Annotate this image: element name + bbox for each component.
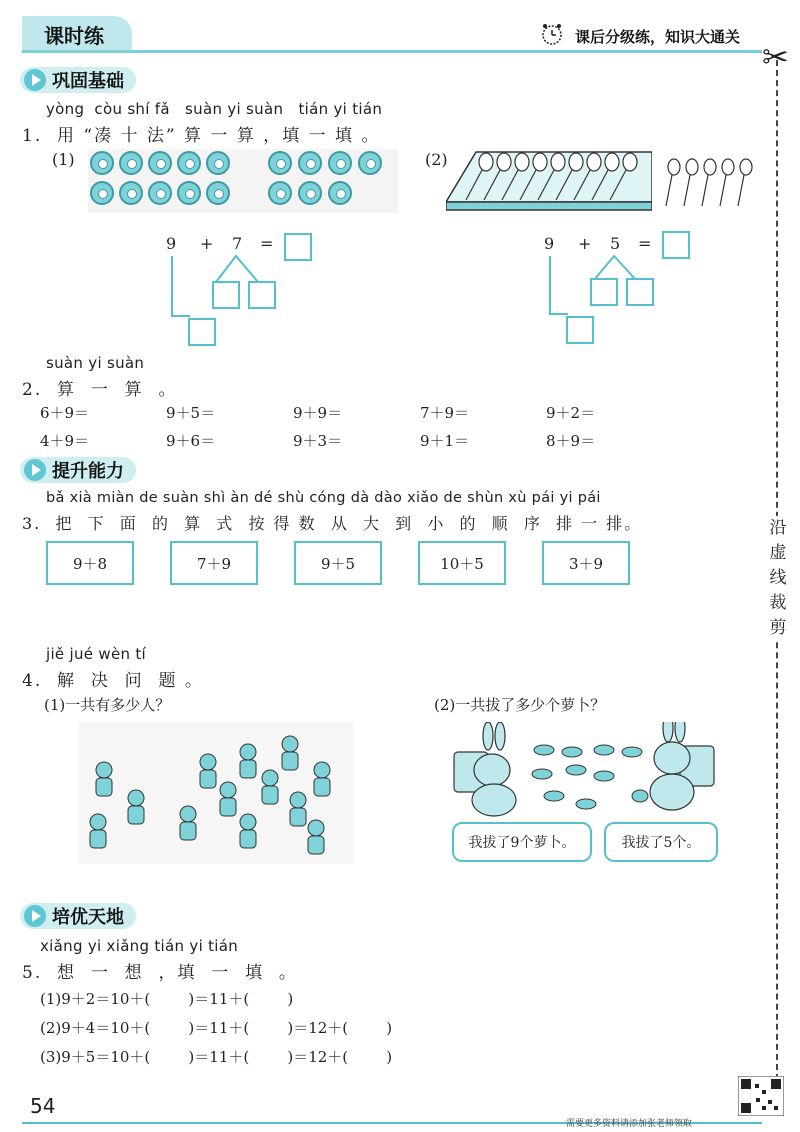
flower-icon	[358, 151, 382, 175]
header-slogan: 课后分级练，知识大通关	[575, 28, 741, 46]
fill-line: (1)9＋2＝10＋( )＝11＋( )	[40, 990, 294, 1008]
q4-text: 4. 解 决 问 题 。	[22, 671, 204, 691]
q4-part1: (1)一共有多少人？	[44, 696, 171, 714]
flower-icon	[268, 181, 292, 205]
calc-item: 7＋9＝	[420, 404, 470, 422]
expression-card: 9＋5	[294, 541, 382, 585]
spoon-tray-picture	[446, 148, 652, 212]
page-number: 54	[30, 1094, 56, 1118]
flower-icon	[177, 151, 201, 175]
eq1-op: +	[200, 234, 214, 253]
split-box[interactable]	[212, 281, 240, 309]
eq2-b: 5	[610, 234, 621, 253]
calc-item: 9＋3＝	[293, 432, 343, 450]
section-badge-basic	[20, 66, 136, 94]
section-title: 巩固基础	[52, 71, 124, 92]
calc-item: 9＋2＝	[546, 404, 596, 422]
q3-pinyin: bǎ xià miàn de suàn shì àn dé shù cóng dà dào xiǎo de shùn xù pái yi pái	[46, 490, 601, 506]
play-arrow-icon	[24, 459, 46, 481]
alarm-clock-icon	[540, 22, 564, 46]
calc-item: 6＋9＝	[40, 404, 90, 422]
children-picture	[78, 722, 354, 864]
flower-icon	[328, 181, 352, 205]
eq2-equals: =	[638, 234, 652, 253]
flower-icon	[119, 181, 143, 205]
qr-note: 需要更多资料请添加张老师领取	[566, 1119, 693, 1129]
q4-part2: (2)一共拔了多少个萝卜？	[434, 696, 606, 714]
eq2-op: +	[578, 234, 592, 253]
calc-item: 9＋1＝	[420, 432, 470, 450]
section-title: 提升能力	[52, 461, 124, 482]
flower-icon	[268, 151, 292, 175]
calc-item: 9＋5＝	[166, 404, 216, 422]
flower-icon	[206, 151, 230, 175]
calc-item: 8＋9＝	[546, 432, 596, 450]
eq1-b: 7	[232, 234, 243, 253]
section-title: 培优天地	[52, 907, 124, 928]
sum-ten-box[interactable]	[188, 318, 216, 346]
q2-text: 2. 算 一 算 。	[22, 380, 178, 400]
rabbits-carrots-picture	[444, 722, 724, 818]
flower-icon	[90, 151, 114, 175]
flower-icon	[298, 151, 322, 175]
answer-box[interactable]	[284, 233, 312, 261]
speech-bubble-right: 我拔了5个。	[604, 822, 718, 862]
expression-card: 10＋5	[418, 541, 506, 585]
flower-icon	[119, 151, 143, 175]
speech-bubble-left: 我拔了9个萝卜。	[452, 822, 592, 862]
flower-icon	[148, 151, 172, 175]
flower-picture	[88, 149, 398, 213]
expression-card: 7＋9	[170, 541, 258, 585]
q3-text: 3. 把 下 面 的 算 式 按 得 数 从 大 到 小 的 顺 序 排 一 排。	[22, 514, 643, 533]
q1-part1-label: (1)	[52, 150, 75, 169]
q1-part2-label: (2)	[425, 150, 448, 169]
fill-line: (2)9＋4＝10＋( )＝11＋( )＝12＋( )	[40, 1019, 393, 1037]
flower-icon	[328, 151, 352, 175]
answer-box[interactable]	[662, 231, 690, 259]
fill-line: (3)9＋5＝10＋( )＝11＋( )＝12＋( )	[40, 1048, 393, 1066]
q4-pinyin: jiě jué wèn tí	[46, 645, 147, 663]
play-arrow-icon	[24, 905, 46, 927]
cut-label: 沿虚线裁剪	[768, 516, 788, 641]
q2-pinyin: suàn yi suàn	[46, 354, 145, 372]
loose-spoons-picture	[660, 158, 754, 210]
play-arrow-icon	[24, 69, 46, 91]
header-tab	[22, 16, 132, 50]
qr-code-icon	[738, 1076, 784, 1116]
header-rule	[22, 50, 762, 53]
calc-item: 4＋9＝	[40, 432, 90, 450]
expression-card: 9＋8	[46, 541, 134, 585]
flower-icon	[177, 181, 201, 205]
split-box[interactable]	[248, 281, 276, 309]
q1-text: 1. 用 “凑 十 法” 算 一 算 ，填 一 填 。	[22, 126, 381, 146]
scissors-icon: ✂	[762, 38, 789, 76]
split-box[interactable]	[590, 278, 618, 306]
section-badge-improve	[20, 456, 136, 484]
q1-pinyin: yòng còu shí fǎ suàn yi suàn tián yi tián	[46, 100, 383, 118]
flower-icon	[148, 181, 172, 205]
q5-pinyin: xiǎng yi xiǎng tián yi tián	[40, 937, 239, 955]
eq2-a: 9	[544, 234, 555, 253]
flower-icon	[90, 181, 114, 205]
flower-icon	[298, 181, 322, 205]
q5-text: 5. 想 一 想 ，填 一 填 。	[22, 963, 298, 983]
sum-ten-box[interactable]	[566, 316, 594, 344]
eq1-equals: =	[260, 234, 274, 253]
flower-icon	[206, 181, 230, 205]
calc-item: 9＋6＝	[166, 432, 216, 450]
calc-item: 9＋9＝	[293, 404, 343, 422]
eq1-a: 9	[166, 234, 177, 253]
split-box[interactable]	[626, 278, 654, 306]
section-badge-advanced	[20, 902, 136, 930]
expression-card: 3＋9	[542, 541, 630, 585]
page-header-title: 课时练	[44, 24, 104, 48]
